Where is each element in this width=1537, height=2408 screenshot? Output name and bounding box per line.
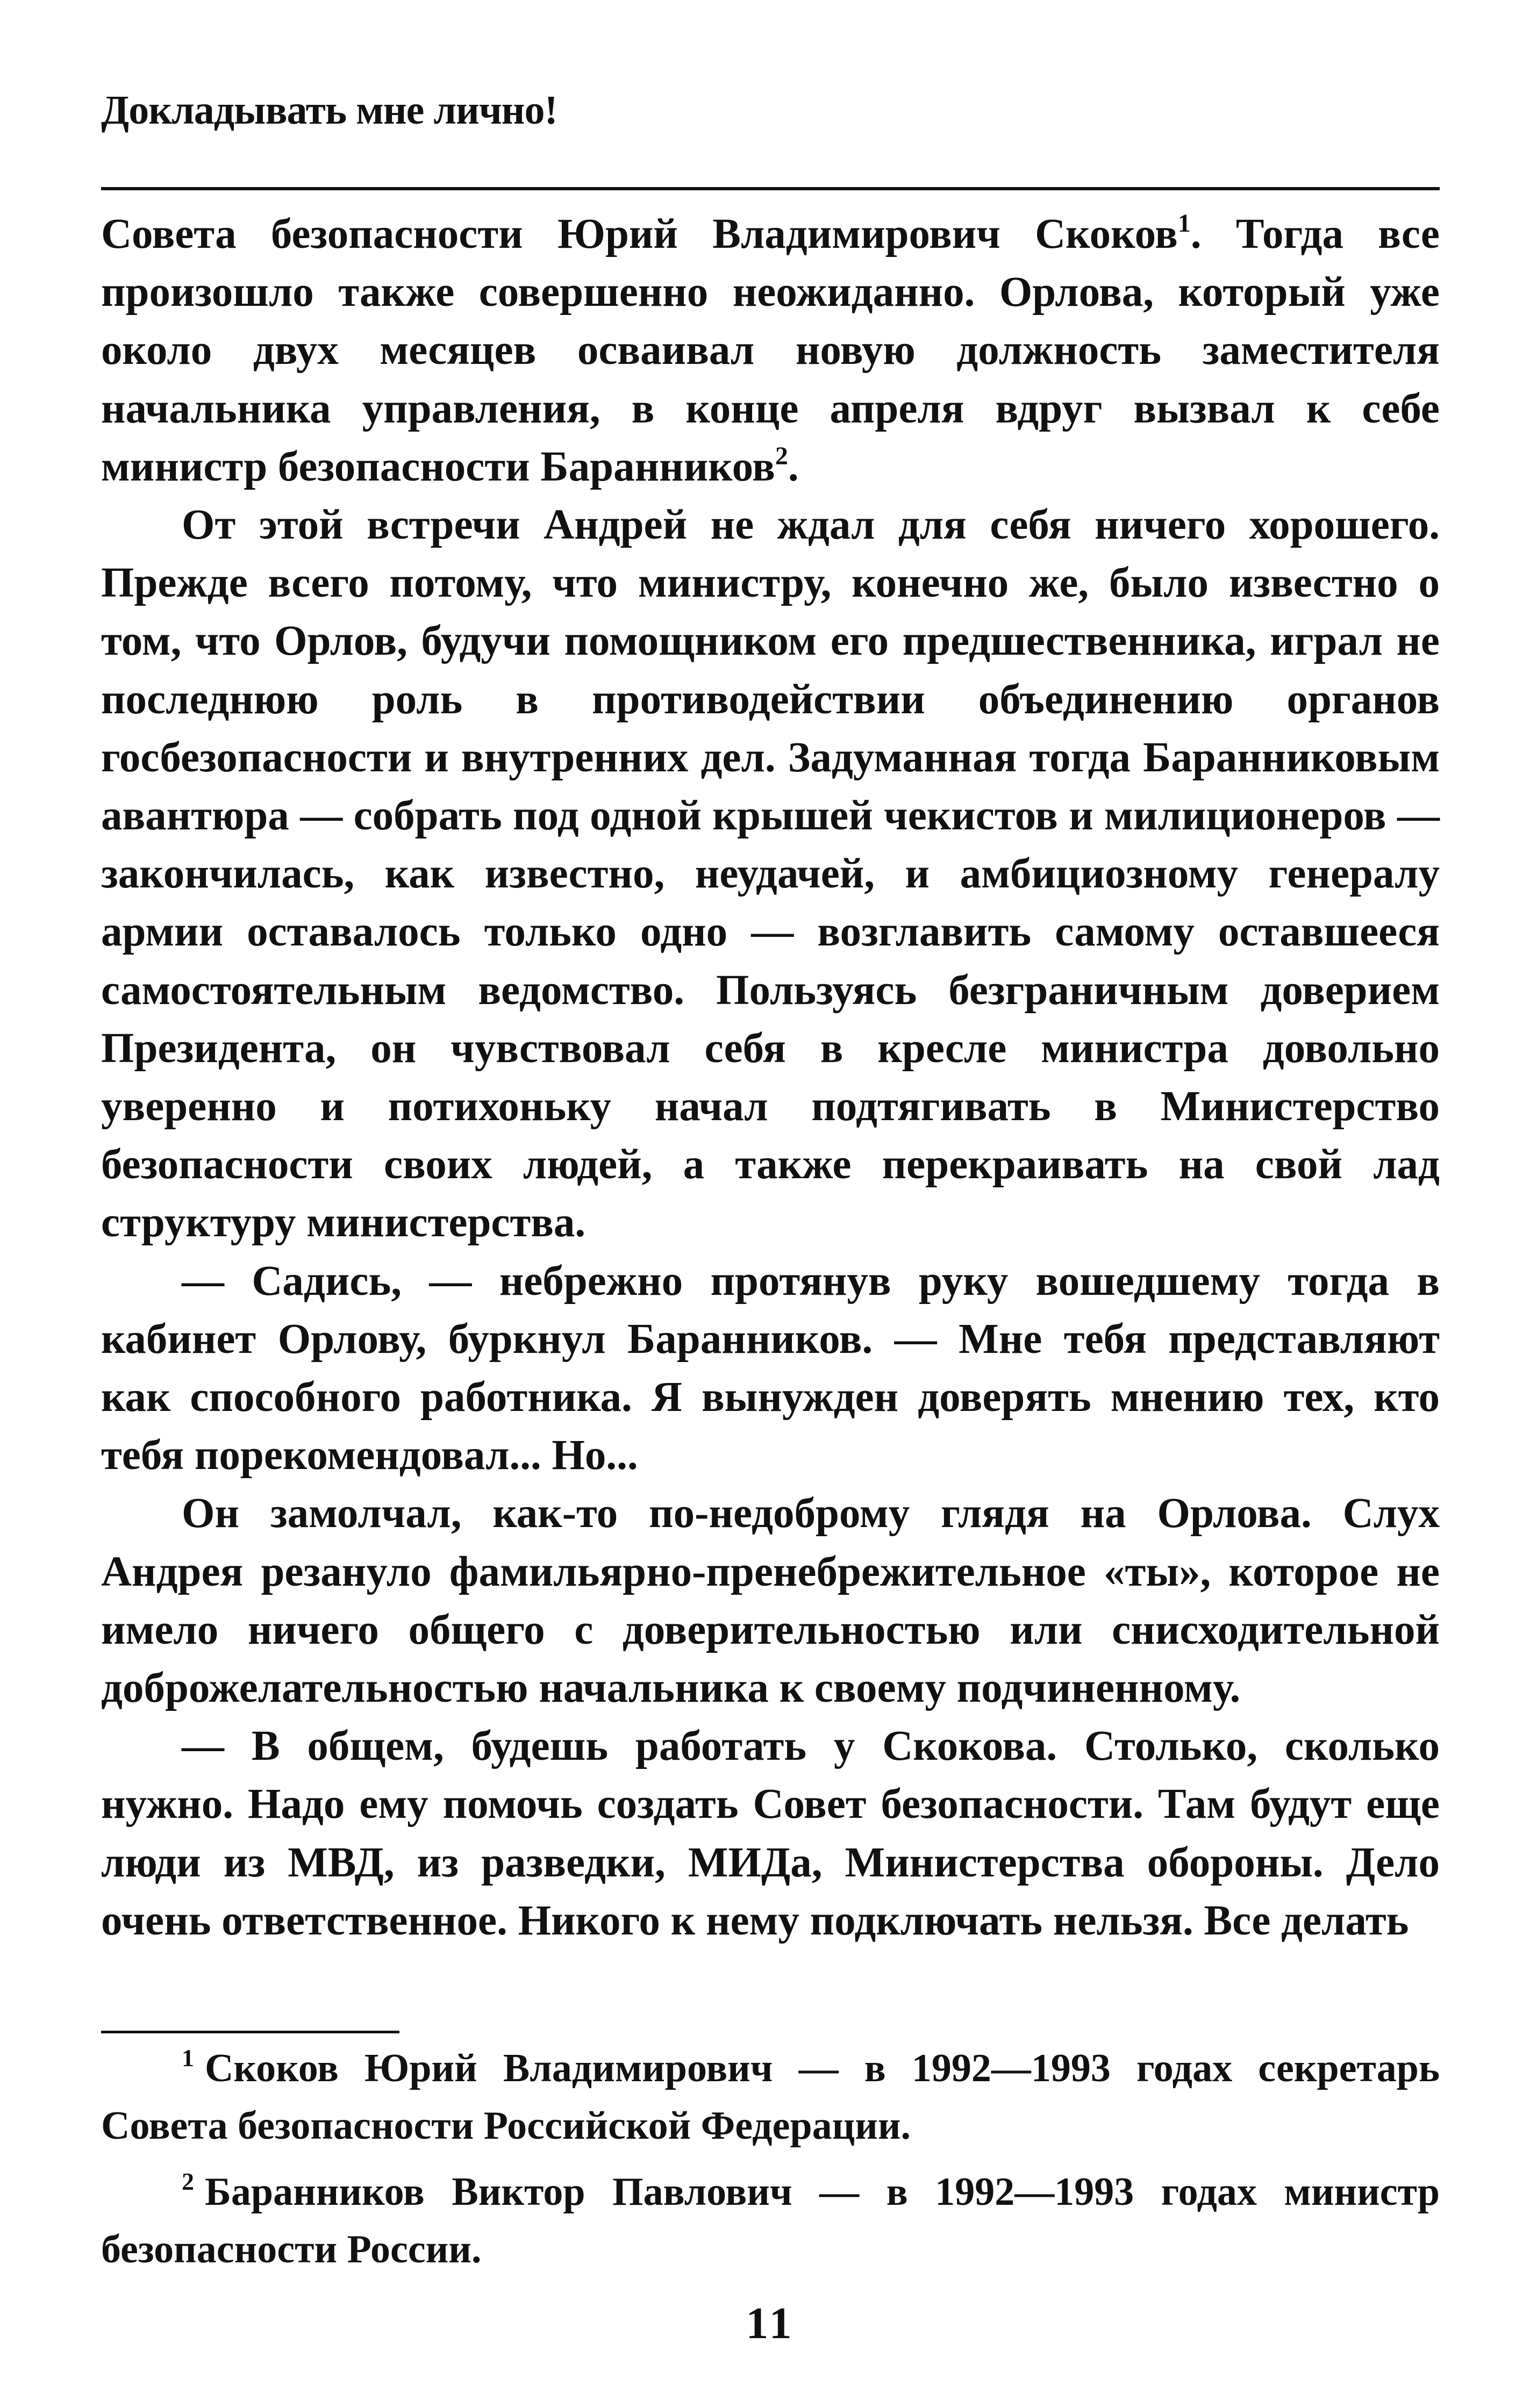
paragraph-text: От этой встречи Андрей не ждал для себя ничего хорошего. Прежде всего потому, что министру, конечно же, было известно о том, что Орлов, будучи помощником его предшественника, играл не последнюю роль в противодействии объединению органов госбезопасности и внутренних дел. Задуманная тогда Баранниковым авантюра — собрать под одной крышей чекистов и милиционеров — закончилась, как известно, неудачей, и амбициозному генералу армии оставалось только одно — возглавить самому оставшееся самостоятельным ведомство. Пользуясь безграничным доверием Президента, он чувствовал себя в кресле министра довольно уверенно и потихоньку начал подтягивать в Министерство безопасности своих людей, а также перекраивать на свой лад структуру министерства. bbox=[101, 501, 1440, 1246]
footnote-mark: 2 bbox=[182, 2168, 194, 2195]
footnote-reference: 2 bbox=[775, 441, 788, 470]
paragraph-text: Совета безопасности Юрий Владимирович Скоков bbox=[101, 211, 1178, 257]
body-text bbox=[101, 205, 1440, 1950]
footnote-text: Скоков Юрий Владимирович — в 1992—1993 годах секретарь Совета безопасности Российской Федерации. bbox=[101, 2046, 1440, 2148]
footnotes bbox=[101, 2040, 1440, 2287]
paragraph-text: . bbox=[788, 443, 799, 490]
footnote bbox=[101, 2040, 1440, 2155]
footnote-mark: 1 bbox=[182, 2044, 194, 2072]
paragraph bbox=[101, 205, 1440, 496]
paragraph bbox=[101, 1252, 1440, 1485]
footnote-reference: 1 bbox=[1177, 209, 1191, 238]
header-rule bbox=[101, 187, 1440, 190]
running-head: Докладывать мне лично! bbox=[101, 88, 557, 133]
footnote bbox=[101, 2163, 1440, 2278]
paragraph bbox=[101, 1717, 1440, 1950]
paragraph-text: Он замолчал, как-то по-недоброму глядя на Орлова. Слух Андрея резануло фамильярно-пренебрежительное «ты», которое не имело ничего общего с доверительностью или снисходительной доброжелательностью начальника к своему подчиненному. bbox=[101, 1490, 1440, 1712]
footnote-text: Баранников Виктор Павлович — в 1992—1993 годах министр безопасности России. bbox=[101, 2170, 1440, 2271]
book-page bbox=[101, 81, 1440, 2392]
page-number: 11 bbox=[746, 2298, 795, 2348]
paragraph-text: — Садись, — небрежно протянув руку вошедшему тогда в кабинет Орлову, буркнул Баранников. — Мне тебя представляют как способного работника. Я вынужден доверять мнению тех, кто тебя порекомендовал... Но... bbox=[101, 1257, 1440, 1479]
paragraph bbox=[101, 496, 1440, 1252]
paragraph-text: — В общем, будешь работать у Скокова. Столько, сколько нужно. Надо ему помочь создать Совет безопасности. Там будут еще люди из МВД, из разведки, МИДа, Министерства обороны. Дело очень ответственное. Никого к нему подключать нельзя. Все делать bbox=[101, 1723, 1440, 1944]
footnote-separator bbox=[101, 2031, 399, 2033]
paragraph bbox=[101, 1485, 1440, 1717]
paragraph-text: . Тогда все произошло также совершенно неожиданно. Орлова, который уже около двух месяцев осваивал новую должность заместителя начальника управления, в конце апреля вдруг вызвал к себе министр безопасности Баранников bbox=[101, 211, 1440, 490]
